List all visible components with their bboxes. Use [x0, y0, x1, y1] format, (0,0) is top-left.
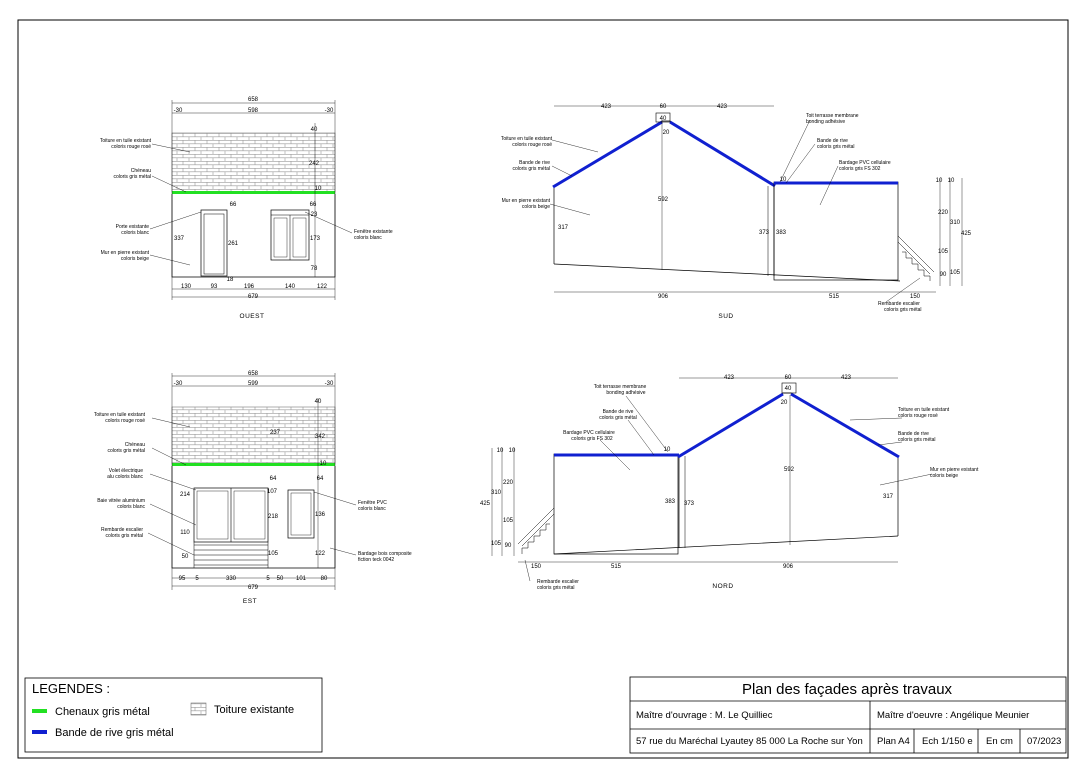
label-est-roof: Toiture en tuile existant: [93, 412, 145, 418]
label-nord-flat-roof-type: bonding adhésive: [606, 390, 646, 396]
dim-est-window-sill: 122: [314, 551, 326, 557]
label-sud-edge2-color: coloris gris métal: [817, 144, 855, 150]
dim-sud-r2: 10: [947, 178, 955, 184]
label-sud-roof-color: coloris rouge rosé: [512, 142, 552, 148]
dim-nord-r1: 10: [496, 448, 504, 454]
edge-band-nord-right: [791, 394, 899, 457]
edge-band-nord-left: [678, 394, 783, 457]
dim-ouest-roof: 598: [247, 108, 259, 114]
dim-ouest-base-total: 679: [247, 294, 259, 300]
label-est-bay-color: coloris blanc: [117, 504, 145, 510]
dim-nord-wall-right: 317: [882, 494, 894, 500]
dim-est-b7: 80: [320, 576, 328, 582]
label-nord-wall-color: coloris beige: [930, 473, 959, 479]
dim-ouest-b5: 122: [316, 284, 328, 290]
dim-nord-wall-left: 373: [683, 501, 695, 507]
dim-est-step: 50: [181, 554, 189, 560]
roof-tile-icon: [191, 703, 206, 715]
dim-sud-r8: 90: [939, 272, 947, 278]
dim-est-b3: 330: [225, 576, 237, 582]
dim-ouest-total: 658: [247, 97, 259, 103]
edge-band-sud-left: [553, 122, 662, 187]
dim-est-b4: 5: [266, 576, 270, 582]
label-nord-edge2: Bande de rive: [898, 431, 929, 437]
units-text: En cm: [986, 736, 1013, 747]
legend-title: LEGENDES :: [32, 681, 111, 696]
elevation-nord: [492, 378, 932, 581]
label-sud-wall: Mur en pierre existant: [501, 198, 550, 204]
label-ouest-wall-color: coloris beige: [120, 256, 149, 262]
label-nord-roof-color: coloris rouge rosé: [898, 413, 938, 419]
dim-nord-r6: 105: [502, 518, 514, 524]
label-sud-wall-color: coloris beige: [521, 204, 550, 210]
stairs-nord: [518, 508, 554, 554]
date-text: 07/2023: [1027, 736, 1062, 747]
dim-est-wall-lower: 110: [180, 530, 190, 536]
dim-ouest-b3: 196: [243, 284, 255, 290]
label-sud-roof: Toiture en tuile existant: [500, 136, 552, 142]
label-ouest-gutter: Chéneau: [130, 168, 151, 174]
label-est-gutter: Chéneau: [124, 442, 145, 448]
label-est-bay: Baie vitrée aluminium: [97, 498, 145, 504]
dim-nord-r4: 310: [490, 490, 502, 496]
elevation-ouest: [150, 100, 352, 300]
sud-texts: [501, 104, 972, 320]
legend-texts: [32, 681, 294, 739]
dim-sud-extension-length: 515: [828, 294, 840, 300]
dim-ouest-step: 18: [226, 277, 234, 283]
dim-est-roof: 599: [247, 381, 259, 387]
label-sud-railing-color: coloris gris métal: [884, 307, 922, 313]
title-nord: NORD: [712, 583, 734, 590]
dim-est-overhang-left: -30: [173, 381, 183, 387]
label-nord-edge-color: coloris gris métal: [599, 415, 637, 421]
dim-ouest-b1: 130: [180, 284, 192, 290]
label-ouest-roof: Toiture en tuile existant: [99, 138, 151, 144]
dim-nord-ridge-width: 60: [784, 375, 792, 381]
sheet-border: [18, 20, 1068, 758]
dim-est-window-height: 136: [314, 512, 326, 518]
dim-est-b1: 95: [178, 576, 186, 582]
dim-ouest-wall-height: 337: [173, 236, 185, 242]
label-nord-cladding-color: coloris gris FS 302: [571, 436, 613, 442]
dim-est-base-total: 679: [247, 585, 259, 591]
label-est-window-color: coloris blanc: [358, 506, 386, 512]
dim-nord-house-length: 906: [782, 564, 794, 570]
label-est-railing-color: coloris gris métal: [105, 533, 143, 539]
legend-item-gutter: Chenaux gris métal: [55, 706, 150, 718]
label-ouest-wall: Mur en pierre existant: [100, 250, 149, 256]
dim-ouest-b4: 140: [284, 284, 296, 290]
dim-sud-wall-right: 373: [758, 230, 770, 236]
dim-est-bay-top: 64: [269, 476, 277, 482]
dim-est-overhang-right: -30: [324, 381, 334, 387]
dim-sud-r5: 425: [960, 231, 972, 237]
label-ouest-door: Porte existante: [115, 224, 149, 230]
title-sud: SUD: [718, 313, 734, 320]
dim-ouest-window-frame: 23: [310, 212, 318, 218]
label-ouest-door-color: coloris blanc: [121, 230, 149, 236]
dim-nord-r8: 90: [504, 543, 512, 549]
dim-sud-stairs-length: 150: [909, 294, 921, 300]
label-nord-edge2-color: coloris gris métal: [898, 437, 936, 443]
dim-ouest-roof-height: 242: [308, 161, 320, 167]
dim-nord-height: 592: [783, 467, 795, 473]
gutter-est: [172, 463, 335, 466]
dim-est-b5: 50: [276, 576, 284, 582]
dim-nord-left-span: 423: [723, 375, 735, 381]
title-block-texts: [636, 681, 1061, 747]
legend-item-edge-band: Bande de rive gris métal: [55, 727, 174, 739]
label-nord-cladding: Bardage PVC cellulaire: [563, 430, 615, 436]
dim-sud-parapet: 10: [779, 177, 787, 183]
owner-text: Maître d'ouvrage : M. Le Quilliec: [636, 710, 773, 721]
dim-nord-stairs-length: 150: [530, 564, 542, 570]
dim-nord-parapet: 10: [663, 447, 671, 453]
label-sud-edge: Bande de rive: [519, 160, 550, 166]
label-ouest-gutter-color: coloris gris métal: [113, 174, 151, 180]
dim-sud-r3: 220: [937, 210, 949, 216]
dim-nord-ridge-cap: 20: [780, 400, 788, 406]
label-nord-edge: Bande de rive: [602, 409, 634, 415]
label-sud-flat-roof: Toit terrasse membrane: [806, 113, 859, 119]
dim-sud-ridge-height: 40: [659, 116, 667, 122]
dim-nord-extension-length: 515: [610, 564, 622, 570]
elevation-sud: [550, 106, 962, 302]
nord-texts: [480, 375, 979, 591]
dim-ouest-sill: 78: [310, 266, 318, 272]
roof-est: [172, 407, 335, 464]
dim-est-window-top: 64: [316, 476, 324, 482]
dim-sud-ridge-width: 60: [659, 104, 667, 110]
label-ouest-window: Fenêtre existante: [354, 229, 393, 235]
label-nord-flat-roof: Toit terrasse membrane: [593, 384, 647, 390]
plan-title: Plan des façades après travaux: [741, 681, 953, 698]
dim-sud-left-span: 423: [600, 104, 612, 110]
label-nord-railing: Rembarde escalier: [537, 579, 579, 585]
dim-ouest-door-top: 66: [229, 202, 237, 208]
dim-est-bay-sill: 105: [267, 551, 279, 557]
dim-est-roof-height: 342: [314, 434, 326, 440]
address-text: 57 rue du Maréchal Lyautey 85 000 La Roche sur Yon: [636, 736, 863, 747]
dim-ouest-b2: 93: [210, 284, 218, 290]
label-sud-railing: Rembarde escalier: [878, 301, 920, 307]
dim-est-ridge: 40: [314, 399, 322, 405]
dim-sud-extension: 383: [775, 230, 787, 236]
label-nord-roof: Toiture en tuile existant: [898, 407, 950, 413]
dim-nord-extension: 383: [664, 499, 676, 505]
dim-ouest-window-height: 173: [309, 236, 321, 242]
dim-ouest-gutter: 10: [314, 186, 322, 192]
dim-est-total: 658: [247, 371, 259, 377]
dim-est-bay-height: 218: [267, 514, 279, 520]
window-est: [288, 490, 314, 538]
dim-nord-r2: 10: [508, 448, 516, 454]
dim-ouest-window-top: 66: [309, 202, 317, 208]
format-text: Plan A4: [877, 736, 910, 747]
dim-ouest-overhang-left: -30: [173, 108, 183, 114]
label-est-shutter: Volet électrique: [108, 468, 143, 474]
label-est-cladding-ref: fiction teck 0042: [358, 557, 395, 563]
label-ouest-window-color: coloris blanc: [354, 235, 382, 241]
architect-text: Maître d'oeuvre : Angélique Meunier: [877, 710, 1030, 721]
label-est-shutter-color: alu coloris blanc: [107, 474, 143, 480]
dim-ouest-overhang-right: -30: [324, 108, 334, 114]
title-ouest: OUEST: [239, 313, 265, 320]
title-est: EST: [242, 598, 258, 605]
label-est-cladding: Bardage bois composite: [358, 551, 412, 557]
dim-est-wall-upper: 214: [179, 492, 191, 498]
dim-ouest-ridge: 40: [310, 127, 318, 133]
ouest-texts: [100, 97, 393, 320]
dim-nord-r7: 105: [490, 541, 502, 547]
label-est-roof-color: coloris rouge rosé: [105, 418, 145, 424]
dim-sud-right-span: 423: [716, 104, 728, 110]
dim-nord-r3: 220: [502, 480, 514, 486]
stairs-sud: [898, 236, 934, 281]
gutter-ouest: [172, 191, 335, 194]
dim-nord-right-span: 423: [840, 375, 852, 381]
dim-sud-ridge-cap: 20: [662, 130, 670, 136]
dim-sud-height: 592: [657, 197, 669, 203]
label-est-window: Fenêtre PVC: [358, 500, 387, 506]
dim-est-roof-slope: 237: [269, 430, 281, 436]
dim-ouest-door-height: 261: [227, 241, 239, 247]
scale-text: Ech 1/150 e: [922, 736, 973, 747]
label-sud-edge-color: coloris gris métal: [512, 166, 550, 172]
dim-sud-r6: 105: [937, 249, 949, 255]
edge-band-sud-right: [670, 122, 775, 186]
label-sud-flat-roof-type: bonding adhésive: [806, 119, 846, 125]
label-sud-cladding-color: coloris gris FS 302: [839, 166, 881, 172]
dim-sud-wall-left: 317: [557, 225, 569, 231]
dim-est-b6: 101: [295, 576, 307, 582]
label-nord-railing-color: coloris gris métal: [537, 585, 575, 591]
dim-est-bay-frame: 107: [266, 489, 278, 495]
steps-est: [194, 542, 268, 568]
dim-sud-r7: 105: [949, 270, 961, 276]
legend-item-roof: Toiture existante: [214, 704, 295, 716]
dim-sud-r1: 10: [935, 178, 943, 184]
door-ouest: [201, 210, 227, 276]
label-sud-edge2: Bande de rive: [817, 138, 848, 144]
label-est-gutter-color: coloris gris métal: [107, 448, 145, 454]
dim-est-b2: 5: [195, 576, 199, 582]
label-est-railing: Rembarde escalier: [101, 527, 143, 533]
label-sud-cladding: Bardage PVC cellulaire: [839, 160, 891, 166]
label-ouest-roof-color: coloris rouge rosé: [111, 144, 151, 150]
dim-sud-r4: 310: [949, 220, 961, 226]
dim-nord-ridge-height: 40: [784, 386, 792, 392]
dim-nord-r5: 425: [479, 501, 491, 507]
dim-sud-house-length: 906: [657, 294, 669, 300]
dim-est-gutter: 10: [319, 461, 327, 467]
label-nord-wall: Mur en pierre existant: [930, 467, 979, 473]
elevation-est: [148, 373, 356, 590]
